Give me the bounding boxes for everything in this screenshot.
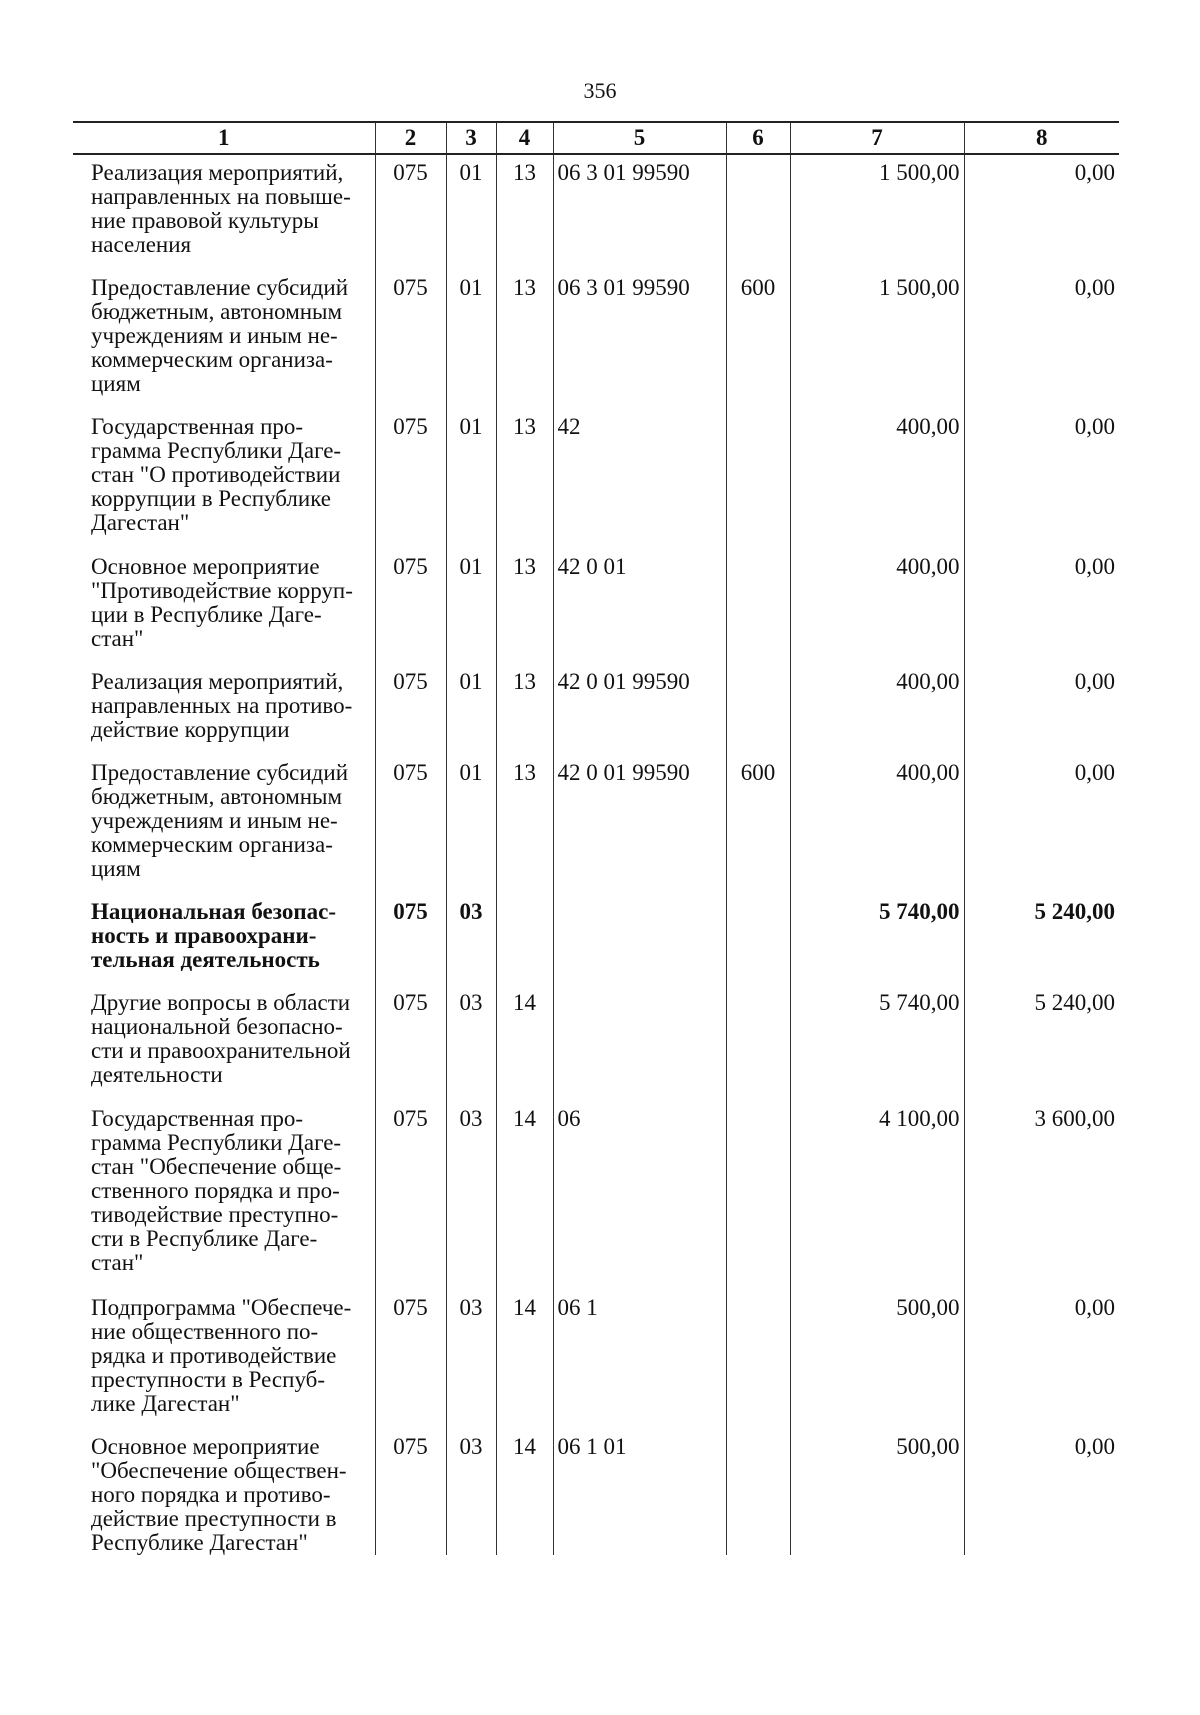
cell-subsection-code: 14 <box>496 1429 553 1555</box>
table-row <box>73 154 1119 270</box>
cell-amount-1: 400,00 <box>790 755 964 894</box>
table-row <box>73 664 1119 755</box>
row-name: Предоставление субсидий бюджетным, автономным учреждениям и иным не-коммерческим организа-циям <box>91 275 348 396</box>
cell-expense-type: 600 <box>726 755 790 894</box>
cell-subsection-code: 13 <box>496 664 553 755</box>
header-cell: 6 <box>726 122 790 154</box>
cell-target-article <box>553 894 726 985</box>
table-row <box>73 894 1119 985</box>
header-cell: 8 <box>964 122 1119 154</box>
cell-amount-1: 5 740,00 <box>790 985 964 1101</box>
cell-target-article: 42 0 01 99590 <box>553 664 726 755</box>
cell-section-code: 03 <box>446 1429 496 1555</box>
header-cell: 2 <box>375 122 446 154</box>
cell-amount-1: 5 740,00 <box>790 894 964 985</box>
row-name: Государственная про-грамма Республики Даге-стан "Обеспечение обще-ственного порядка и про-тиводействие преступно-сти в Республике Даге-стан" <box>91 1106 342 1275</box>
cell-target-article: 06 3 01 99590 <box>553 270 726 409</box>
cell-section-code: 03 <box>446 985 496 1101</box>
cell-section-code: 03 <box>446 1290 496 1429</box>
cell-amount-1: 1 500,00 <box>790 270 964 409</box>
row-name: Другие вопросы в области национальной безопасно-сти и правоохранительной деятельности <box>91 990 351 1087</box>
cell-amount-2: 0,00 <box>964 664 1119 755</box>
cell-amount-2: 0,00 <box>964 755 1119 894</box>
cell-amount-2: 0,00 <box>964 1429 1119 1555</box>
cell-target-article: 06 1 <box>553 1290 726 1429</box>
table-row <box>73 549 1119 664</box>
cell-expense-type <box>726 894 790 985</box>
cell-amount-2: 3 600,00 <box>964 1101 1119 1290</box>
cell-section-code: 01 <box>446 549 496 664</box>
cell-ministry-code: 075 <box>375 409 446 549</box>
cell-target-article: 42 0 01 99590 <box>553 755 726 894</box>
table-header <box>73 122 1119 154</box>
cell-ministry-code: 075 <box>375 985 446 1101</box>
cell-target-article <box>553 985 726 1101</box>
cell-subsection-code: 13 <box>496 549 553 664</box>
cell-subsection-code: 14 <box>496 1101 553 1290</box>
cell-target-article: 06 3 01 99590 <box>553 154 726 270</box>
cell-expense-type <box>726 409 790 549</box>
cell-ministry-code: 075 <box>375 270 446 409</box>
row-name: Национальная безопас-ность и правоохрани-тельная деятельность <box>91 899 336 972</box>
cell-subsection-code: 13 <box>496 755 553 894</box>
cell-subsection-code: 13 <box>496 409 553 549</box>
cell-amount-2: 5 240,00 <box>964 985 1119 1101</box>
cell-amount-2: 0,00 <box>964 154 1119 270</box>
cell-section-code: 01 <box>446 409 496 549</box>
cell-subsection-code: 14 <box>496 1290 553 1429</box>
cell-amount-1: 1 500,00 <box>790 154 964 270</box>
table-row <box>73 755 1119 894</box>
cell-section-code: 03 <box>446 1101 496 1290</box>
row-name: Реализация мероприятий, направленных на повыше-ние правовой культуры населения <box>91 160 351 257</box>
cell-section-code: 03 <box>446 894 496 985</box>
header-cell: 3 <box>446 122 496 154</box>
row-name: Подпрограмма "Обеспече-ние общественного по-рядка и противодействие преступности в Респуб-лике Дагестан" <box>91 1295 352 1416</box>
cell-target-article: 06 1 01 <box>553 1429 726 1555</box>
table-row <box>73 1290 1119 1429</box>
table-row <box>73 270 1119 409</box>
cell-subsection-code: 14 <box>496 985 553 1101</box>
cell-amount-2: 0,00 <box>964 549 1119 664</box>
cell-ministry-code: 075 <box>375 549 446 664</box>
cell-amount-1: 400,00 <box>790 664 964 755</box>
row-name: Предоставление субсидий бюджетным, автономным учреждениям и иным не-коммерческим организа-циям <box>91 760 348 881</box>
header-cell: 5 <box>553 122 726 154</box>
cell-expense-type <box>726 1429 790 1555</box>
cell-section-code: 01 <box>446 270 496 409</box>
page-number: 356 <box>583 78 617 103</box>
cell-amount-2: 5 240,00 <box>964 894 1119 985</box>
cell-amount-1: 500,00 <box>790 1290 964 1429</box>
cell-expense-type <box>726 154 790 270</box>
cell-ministry-code: 075 <box>375 1290 446 1429</box>
row-name: Основное мероприятие "Обеспечение обществен-ного порядка и противо-действие преступности в Республике Дагестан" <box>91 1434 347 1555</box>
cell-expense-type: 600 <box>726 270 790 409</box>
cell-ministry-code: 075 <box>375 1101 446 1290</box>
table-row <box>73 1429 1119 1555</box>
table-body <box>73 154 1119 1555</box>
cell-subsection-code: 13 <box>496 154 553 270</box>
row-name: Государственная про-грамма Республики Даге-стан "О противодействии коррупции в Республике Дагестан" <box>91 414 342 535</box>
table-row <box>73 1101 1119 1290</box>
cell-amount-1: 400,00 <box>790 549 964 664</box>
row-name: Реализация мероприятий, направленных на противо-действие коррупции <box>91 669 353 742</box>
cell-ministry-code: 075 <box>375 664 446 755</box>
cell-target-article: 06 <box>553 1101 726 1290</box>
table-row <box>73 985 1119 1101</box>
cell-ministry-code: 075 <box>375 1429 446 1555</box>
cell-expense-type <box>726 985 790 1101</box>
cell-section-code: 01 <box>446 154 496 270</box>
cell-amount-1: 400,00 <box>790 409 964 549</box>
cell-ministry-code: 075 <box>375 154 446 270</box>
cell-ministry-code: 075 <box>375 755 446 894</box>
cell-subsection-code: 13 <box>496 270 553 409</box>
cell-section-code: 01 <box>446 755 496 894</box>
cell-target-article: 42 0 01 <box>553 549 726 664</box>
cell-expense-type <box>726 1290 790 1429</box>
cell-amount-2: 0,00 <box>964 270 1119 409</box>
cell-amount-1: 500,00 <box>790 1429 964 1555</box>
cell-amount-2: 0,00 <box>964 409 1119 549</box>
cell-section-code: 01 <box>446 664 496 755</box>
budget-table <box>73 121 1119 1555</box>
cell-ministry-code: 075 <box>375 894 446 985</box>
table-row <box>73 409 1119 549</box>
header-cell: 7 <box>790 122 964 154</box>
cell-amount-1: 4 100,00 <box>790 1101 964 1290</box>
cell-target-article: 42 <box>553 409 726 549</box>
cell-amount-2: 0,00 <box>964 1290 1119 1429</box>
header-cell: 1 <box>73 122 375 154</box>
header-cell: 4 <box>496 122 553 154</box>
row-name: Основное мероприятие "Противодействие корруп-ции в Республике Даге-стан" <box>91 554 353 651</box>
cell-subsection-code <box>496 894 553 985</box>
cell-expense-type <box>726 1101 790 1290</box>
cell-expense-type <box>726 664 790 755</box>
cell-expense-type <box>726 549 790 664</box>
